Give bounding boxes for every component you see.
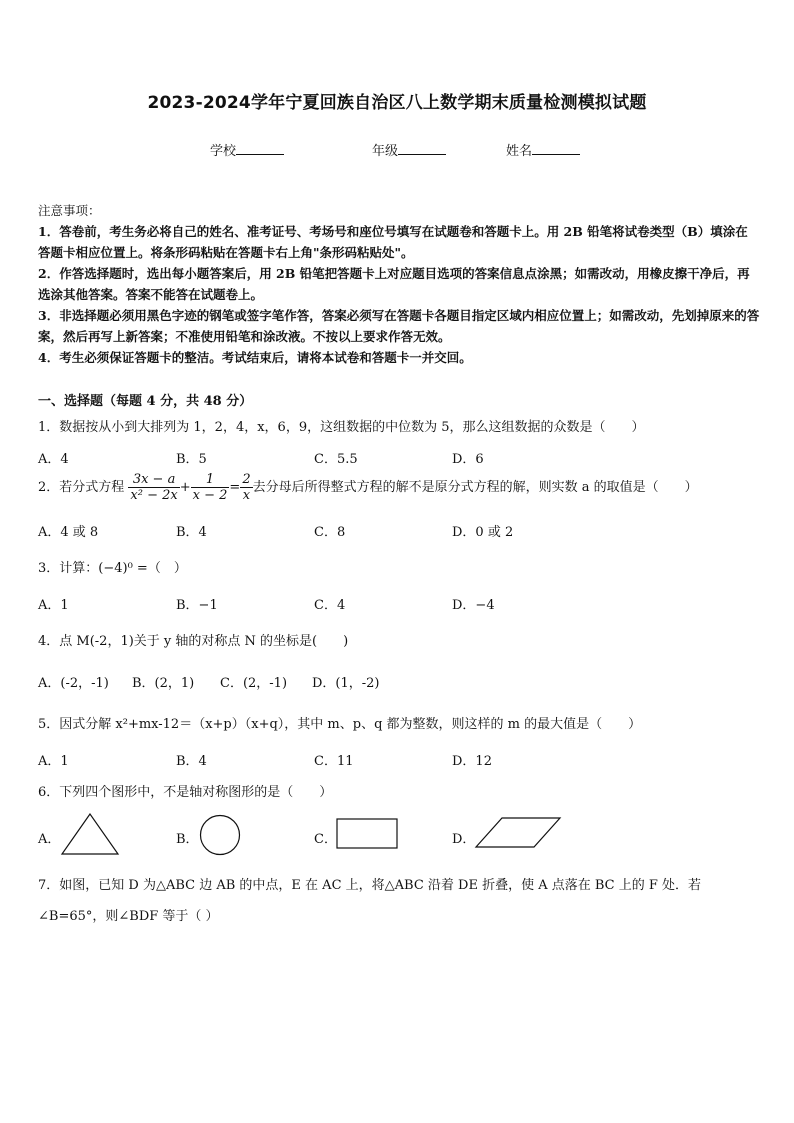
q6-option-d[interactable]: D． bbox=[452, 832, 476, 847]
q6-option-b[interactable]: B． bbox=[176, 832, 199, 847]
notes-block bbox=[38, 200, 760, 368]
triangle-shape bbox=[60, 812, 120, 856]
name-label: 姓名 bbox=[506, 144, 533, 159]
grade-label: 年级 bbox=[372, 144, 399, 159]
q6-option-c[interactable]: C． bbox=[314, 832, 337, 847]
q2-fraction-2 bbox=[191, 472, 230, 503]
parallelogram-shape bbox=[474, 816, 564, 850]
q5-option-d[interactable]: D．12 bbox=[452, 754, 492, 769]
q2-f3-denominator: x bbox=[242, 488, 251, 503]
rectangle-shape bbox=[336, 818, 400, 850]
q4-option-b[interactable]: B．(2，1) bbox=[132, 676, 195, 691]
q4-option-d[interactable]: D．(1，-2) bbox=[312, 676, 380, 691]
question-1-stem: 1．数据按从小到大排列为 1，2，4，x，6，9，这组数据的中位数为 5，那么这组数据的众数是（ ） bbox=[38, 420, 645, 435]
section-heading: 一、选择题（每题 4 分，共 48 分） bbox=[38, 394, 253, 409]
page-title: 2023-2024学年宁夏回族自治区八上数学期末质量检测模拟试题 bbox=[147, 93, 647, 113]
q5-option-a[interactable]: A．1 bbox=[38, 754, 69, 769]
q2-option-b[interactable]: B．4 bbox=[176, 525, 207, 540]
name-blank[interactable] bbox=[532, 142, 580, 155]
grade-field bbox=[372, 140, 446, 159]
q2-fraction-3 bbox=[240, 472, 252, 503]
q2-f1-denominator: x² − 2x bbox=[130, 488, 178, 503]
q1-option-d[interactable]: D．6 bbox=[452, 452, 484, 467]
q1-option-c[interactable]: C．5.5 bbox=[314, 452, 358, 467]
question-3-stem: 3．计算：(−4)⁰ =（ ） bbox=[38, 561, 187, 576]
q2-fraction-1 bbox=[128, 472, 179, 503]
school-field bbox=[210, 140, 284, 159]
q3-option-c[interactable]: C．4 bbox=[314, 598, 346, 613]
q1-option-a[interactable]: A．4 bbox=[38, 452, 69, 467]
note-item-3: 3．非选择题必须用黑色字迹的钢笔或签字笔作答，答案必须写在答题卡各题目指定区域内相应位置上；如需改动，先划掉原来的答案，然后再写上新答案；不准使用铅笔和涂改液。不按以上要求作答无效。 bbox=[38, 308, 760, 344]
q1-option-b[interactable]: B．5 bbox=[176, 452, 207, 467]
q3-option-d[interactable]: D．−4 bbox=[452, 598, 495, 613]
name-field bbox=[506, 140, 580, 159]
note-item-4: 4．考生必须保证答题卡的整洁。考试结束后，请将本试卷和答题卡一并交回。 bbox=[38, 350, 472, 365]
q5-option-c[interactable]: C．11 bbox=[314, 754, 354, 769]
q3-option-b[interactable]: B．−1 bbox=[176, 598, 218, 613]
q6-option-a[interactable]: A． bbox=[38, 832, 61, 847]
q4-option-a[interactable]: A．(-2，-1) bbox=[38, 676, 109, 691]
q2-prefix: 2．若分式方程 bbox=[38, 480, 125, 495]
grade-blank[interactable] bbox=[398, 142, 446, 155]
question-5-stem: 5．因式分解 x²+mx-12＝（x+p）（x+q），其中 m、p、q 都为整数，则这样的 m 的最大值是（ ） bbox=[38, 717, 642, 732]
q2-option-d[interactable]: D．0 或 2 bbox=[452, 525, 514, 540]
question-2-stem bbox=[38, 472, 698, 503]
question-7-line-2: ∠B=65°，则∠BDF 等于（ ） bbox=[38, 909, 219, 924]
school-label: 学校 bbox=[210, 144, 237, 159]
q2-option-a[interactable]: A．4 或 8 bbox=[38, 525, 99, 540]
question-4-stem: 4．点 M(-2，1)关于 y 轴的对称点 N 的坐标是( ) bbox=[38, 634, 349, 649]
question-7-line-1: 7．如图，已知 D 为△ABC 边 AB 的中点，E 在 AC 上，将△ABC 沿着 DE 折叠，使 A 点落在 BC 上的 F 处．若 bbox=[38, 878, 702, 893]
note-item-1: 1．答卷前，考生务必将自己的姓名、准考证号、考场号和座位号填写在试题卷和答题卡上。用 2B 铅笔将试卷类型（B）填涂在答题卡相应位置上。将条形码粘贴在答题卡右上角"条形码粘贴处"。 bbox=[38, 224, 748, 260]
q2-f2-denominator: x − 2 bbox=[192, 488, 228, 503]
q3-option-a[interactable]: A．1 bbox=[38, 598, 69, 613]
triangle-outline bbox=[62, 814, 118, 854]
q5-option-b[interactable]: B．4 bbox=[176, 754, 207, 769]
q2-equals: = bbox=[229, 480, 241, 495]
circle-shape bbox=[198, 814, 242, 856]
notes-heading: 注意事项： bbox=[38, 203, 101, 218]
q2-option-c[interactable]: C．8 bbox=[314, 525, 346, 540]
school-blank[interactable] bbox=[236, 142, 284, 155]
q2-f3-numerator: 2 bbox=[242, 472, 251, 487]
q2-suffix: 去分母后所得整式方程的解不是原分式方程的解，则实数 a 的取值是（ ） bbox=[252, 480, 698, 495]
note-item-2: 2．作答选择题时，选出每小题答案后，用 2B 铅笔把答题卡上对应题目选项的答案信息点涂黑；如需改动，用橡皮擦干净后，再选涂其他答案。答案不能答在试题卷上。 bbox=[38, 266, 750, 302]
q2-f2-numerator: 1 bbox=[191, 472, 230, 488]
q2-f1-numerator: 3x − a bbox=[128, 472, 179, 488]
question-6-stem: 6．下列四个图形中，不是轴对称图形的是（ ） bbox=[38, 785, 333, 800]
q2-plus: + bbox=[179, 480, 191, 495]
q4-option-c[interactable]: C．(2，-1) bbox=[220, 676, 288, 691]
parallelogram-outline bbox=[476, 818, 560, 847]
rectangle-outline bbox=[337, 819, 397, 848]
circle-outline bbox=[201, 816, 240, 855]
